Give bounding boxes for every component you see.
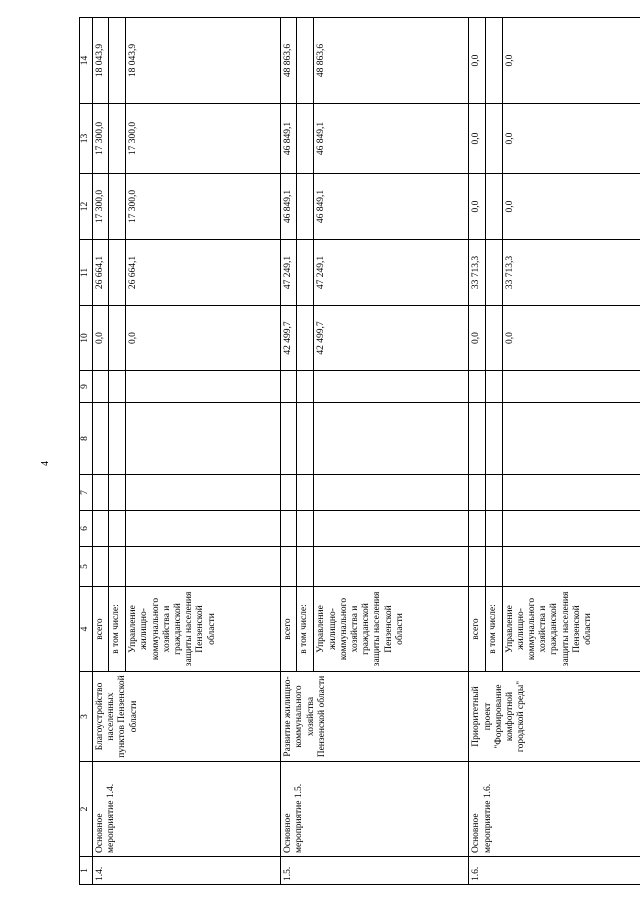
table-body: [93, 18, 640, 885]
activity-name: Приоритетный проект "Формирование комфортной городской среды": [469, 672, 640, 762]
col-header: 8: [80, 403, 93, 475]
value-cell: 0,0: [93, 306, 109, 371]
page-number: 4: [40, 461, 51, 466]
executor-label: всего: [469, 587, 485, 672]
value-cell: 46 849,1: [281, 104, 297, 174]
table-row: [281, 18, 297, 885]
value-cell: [93, 511, 109, 547]
value-cell: [109, 403, 126, 475]
executor-label: всего: [281, 587, 297, 672]
col-header: 3: [80, 672, 93, 762]
col-header: 2: [80, 762, 93, 857]
value-cell: [502, 403, 640, 475]
value-cell: [469, 547, 485, 587]
value-cell: [281, 475, 297, 511]
activity-type: Основное мероприятие 1.4.: [93, 762, 281, 857]
value-cell: 17 300,0: [126, 104, 281, 174]
value-cell: 33 713,3: [502, 240, 640, 306]
value-cell: [126, 371, 281, 403]
col-header: 13: [80, 104, 93, 174]
value-cell: 0,0: [469, 174, 485, 240]
value-cell: 47 249,1: [314, 240, 469, 306]
value-cell: [109, 511, 126, 547]
budget-table: [79, 17, 640, 885]
col-header: 5: [80, 547, 93, 587]
col-header: 9: [80, 371, 93, 403]
value-cell: 17 300,0: [126, 174, 281, 240]
value-cell: 17 300,0: [93, 174, 109, 240]
value-cell: [126, 511, 281, 547]
value-cell: 0,0: [469, 306, 485, 371]
row-number: 1.6.: [469, 857, 640, 885]
activity-name: Благоустройство населенных пунктов Пензенской области: [93, 672, 281, 762]
value-cell: [469, 475, 485, 511]
value-cell: [109, 475, 126, 511]
col-header: 14: [80, 18, 93, 104]
activity-type: Основное мероприятие 1.6.: [469, 762, 640, 857]
activity-name: Развитие жилищно-коммунального хозяйства Пензенской области: [281, 672, 469, 762]
value-cell: [109, 174, 126, 240]
value-cell: [469, 371, 485, 403]
value-cell: [485, 240, 502, 306]
value-cell: [502, 371, 640, 403]
executor-label: Управление жилищно-коммунального хозяйства и гражданской защиты населения Пензенской области: [126, 587, 281, 672]
value-cell: [297, 174, 314, 240]
value-cell: [485, 18, 502, 104]
value-cell: [297, 18, 314, 104]
header-row: [80, 18, 93, 885]
activity-type: Основное мероприятие 1.5.: [281, 762, 469, 857]
value-cell: [485, 403, 502, 475]
value-cell: 0,0: [469, 104, 485, 174]
value-cell: 0,0: [502, 18, 640, 104]
value-cell: [485, 371, 502, 403]
value-cell: 18 043,9: [126, 18, 281, 104]
value-cell: [485, 511, 502, 547]
value-cell: 0,0: [469, 18, 485, 104]
row-number: 1.5.: [281, 857, 469, 885]
value-cell: [109, 104, 126, 174]
value-cell: [469, 511, 485, 547]
executor-label: Управление жилищно-коммунального хозяйства и гражданской защиты населения Пензенской области: [502, 587, 640, 672]
value-cell: [93, 547, 109, 587]
value-cell: [109, 306, 126, 371]
row-number: 1.4.: [93, 857, 281, 885]
value-cell: [93, 403, 109, 475]
value-cell: [281, 403, 297, 475]
executor-label: в том числе:: [297, 587, 314, 672]
executor-label: в том числе:: [485, 587, 502, 672]
table-row: [469, 18, 485, 885]
executor-label: в том числе:: [109, 587, 126, 672]
col-header: 1: [80, 857, 93, 885]
col-header: 12: [80, 174, 93, 240]
value-cell: [297, 240, 314, 306]
table-row: [93, 18, 109, 885]
col-header: 10: [80, 306, 93, 371]
value-cell: 0,0: [502, 104, 640, 174]
value-cell: [281, 547, 297, 587]
value-cell: [469, 403, 485, 475]
value-cell: 26 664,1: [93, 240, 109, 306]
value-cell: [109, 547, 126, 587]
value-cell: 26 664,1: [126, 240, 281, 306]
value-cell: [502, 547, 640, 587]
value-cell: [485, 174, 502, 240]
value-cell: [297, 403, 314, 475]
rotated-table-container: [79, 18, 609, 885]
value-cell: 46 849,1: [314, 104, 469, 174]
value-cell: [126, 547, 281, 587]
value-cell: [297, 371, 314, 403]
value-cell: 0,0: [126, 306, 281, 371]
value-cell: 18 043,9: [93, 18, 109, 104]
value-cell: [314, 547, 469, 587]
col-header: 7: [80, 475, 93, 511]
value-cell: [93, 475, 109, 511]
col-header: 4: [80, 587, 93, 672]
value-cell: 48 863,6: [281, 18, 297, 104]
value-cell: 0,0: [502, 306, 640, 371]
value-cell: 48 863,6: [314, 18, 469, 104]
value-cell: [281, 511, 297, 547]
value-cell: 46 849,1: [314, 174, 469, 240]
value-cell: [297, 306, 314, 371]
value-cell: [126, 403, 281, 475]
value-cell: [314, 511, 469, 547]
value-cell: [126, 475, 281, 511]
col-header: 11: [80, 240, 93, 306]
value-cell: [485, 306, 502, 371]
value-cell: [485, 475, 502, 511]
value-cell: [297, 547, 314, 587]
value-cell: 42 499,7: [314, 306, 469, 371]
value-cell: 17 300,0: [93, 104, 109, 174]
value-cell: [314, 403, 469, 475]
col-header: 6: [80, 511, 93, 547]
value-cell: [109, 18, 126, 104]
value-cell: [502, 475, 640, 511]
value-cell: [93, 371, 109, 403]
value-cell: [297, 511, 314, 547]
value-cell: [297, 475, 314, 511]
executor-label: Управление жилищно-коммунального хозяйства и гражданской защиты населения Пензенской области: [314, 587, 469, 672]
value-cell: [297, 104, 314, 174]
value-cell: 46 849,1: [281, 174, 297, 240]
value-cell: 42 499,7: [281, 306, 297, 371]
value-cell: 0,0: [502, 174, 640, 240]
value-cell: [502, 511, 640, 547]
value-cell: [314, 475, 469, 511]
value-cell: [485, 547, 502, 587]
value-cell: [314, 371, 469, 403]
value-cell: 33 713,3: [469, 240, 485, 306]
value-cell: [485, 104, 502, 174]
executor-label: всего: [93, 587, 109, 672]
value-cell: [281, 371, 297, 403]
value-cell: [109, 240, 126, 306]
value-cell: 47 249,1: [281, 240, 297, 306]
value-cell: [109, 371, 126, 403]
